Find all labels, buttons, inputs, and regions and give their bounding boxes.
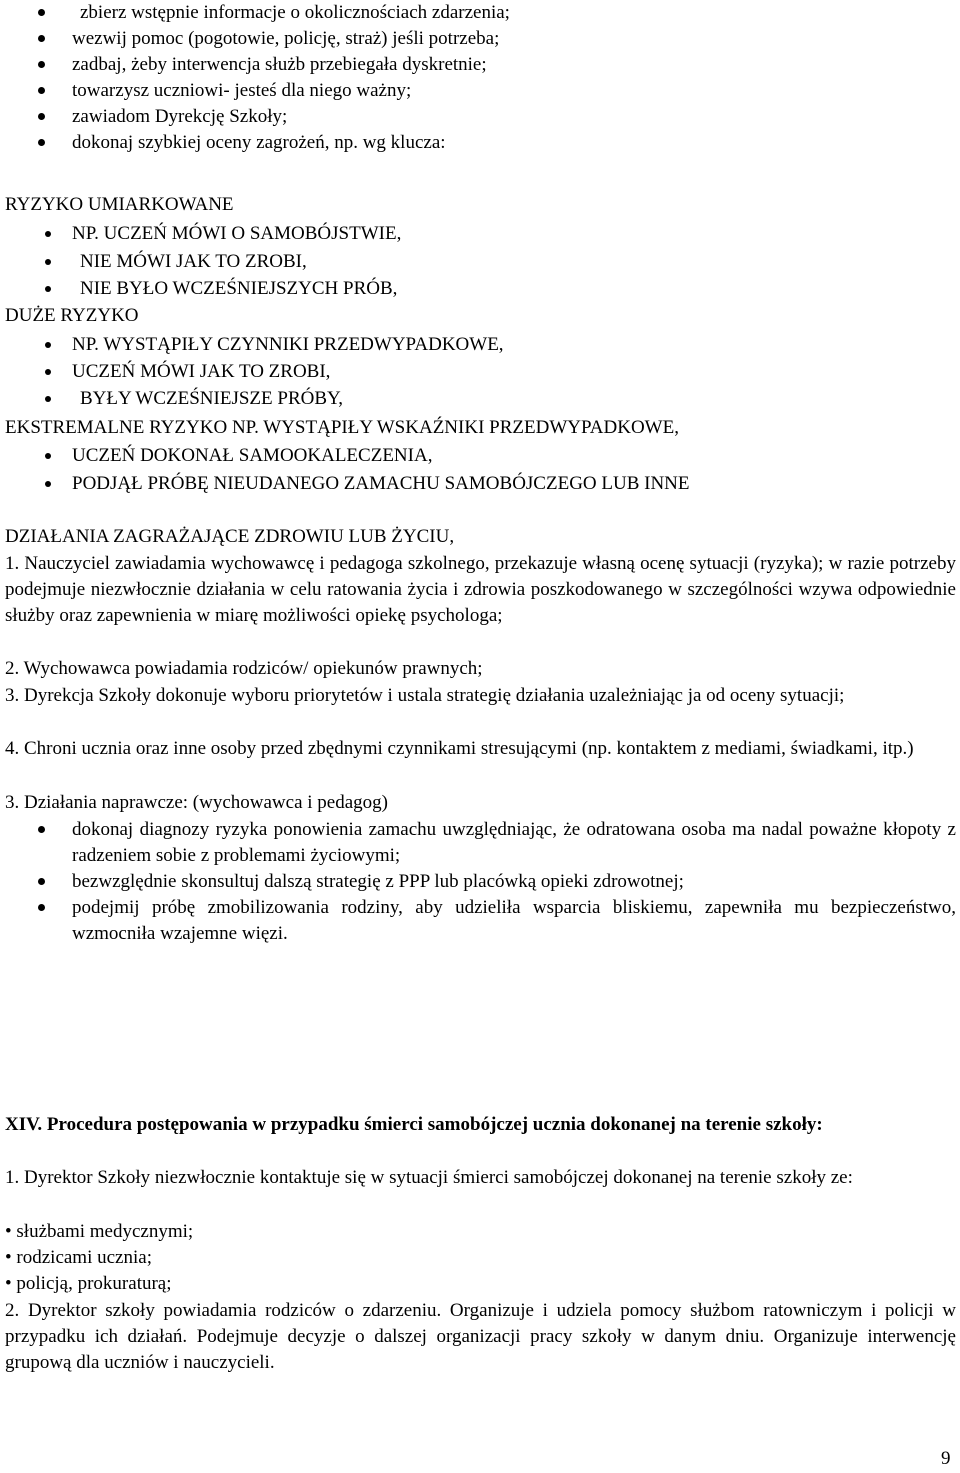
list-item: NIE BYŁO WCZEŚNIEJSZYCH PRÓB, [72, 276, 401, 303]
list-item: dokonaj szybkiej oceny zagrożeń, np. wg klucza: [72, 130, 510, 156]
risk-high-heading: DUŻE RYZYKO [5, 305, 139, 326]
bullet-icon [45, 481, 51, 487]
bullet-icon [38, 826, 45, 833]
list-item: towarzysz uczniowi- jesteś dla niego ważny; [72, 78, 510, 104]
bullet-icon [38, 139, 45, 146]
bullet-icon [38, 113, 45, 120]
section-xiv-title: XIV. Procedura postępowania w przypadku śmierci samobójczej ucznia dokonanej na terenie szkoły: [5, 1114, 823, 1135]
bullet-icon [38, 904, 45, 911]
bullet-icon [45, 453, 51, 459]
list-item: zbierz wstępnie informacje o okolicznościach zdarzenia; [72, 0, 510, 26]
step-2: 2. Wychowawca powiadamia rodziców/ opiekunów prawnych; [5, 658, 483, 679]
step-4: 4. Chroni ucznia oraz inne osoby przed zbędnymi czynnikami stresującymi (np. kontaktem z mediami, świadkami, itp.) [5, 738, 914, 759]
list-item: podejmij próbę zmobilizowania rodziny, aby udzieliła wsparcia bliskiemu, zapewniła mu bezpieczeństwo, wzmocniła wzajemne więzi. [72, 895, 956, 947]
bullet-icon [38, 35, 45, 42]
bullet-icon [45, 286, 51, 292]
bullet-icon [45, 231, 51, 237]
list-item: • służbami medycznymi; [5, 1221, 194, 1242]
bullet-icon [38, 878, 45, 885]
step-corrective-heading: 3. Działania naprawcze: (wychowawca i pedagog) [5, 792, 388, 813]
bullet-icon [38, 87, 45, 94]
section-xiv-paragraph-1: 1. Dyrektor Szkoły niezwłocznie kontaktuje się w sytuacji śmierci samobójczej dokonanej na terenie szkoły ze: [5, 1167, 853, 1188]
bullet-icon [45, 396, 51, 402]
bullet-icon [45, 259, 51, 265]
step-1: 1. Nauczyciel zawiadamia wychowawcę i pedagoga szkolnego, przekazuje własną ocenę sytuacji (ryzyka); w razie potrzeby podejmuje niezwłocznie działania w celu ratowania życia i zdrowia poszkodowanego w szczególności wzywa odpowiednie służby oraz zapewnienia w miarę możliwości opiekę psychologa; [5, 553, 956, 626]
list-item: BYŁY WCZEŚNIEJSZE PRÓBY, [72, 386, 504, 413]
risk-moderate-list [72, 221, 401, 303]
list-item: UCZEŃ MÓWI JAK TO ZROBI, [72, 359, 504, 386]
contact-list [5, 1219, 193, 1297]
list-item: NP. WYSTĄPIŁY CZYNNIKI PRZEDWYPADKOWE, [72, 332, 504, 359]
page-number: 9 [941, 1448, 951, 1469]
bullet-icon [38, 9, 45, 16]
list-item: PODJĄŁ PRÓBĘ NIEUDANEGO ZAMACHU SAMOBÓJCZEGO LUB INNE [72, 471, 690, 498]
list-item: wezwij pomoc (pogotowie, policję, straż) jeśli potrzeba; [72, 26, 510, 52]
bullet-icon [38, 61, 45, 68]
risk-high-list [72, 332, 504, 413]
intro-list [72, 0, 510, 156]
risk-moderate-heading: RYZYKO UMIARKOWANE [5, 194, 234, 215]
list-item: zawiadom Dyrekcję Szkoły; [72, 104, 510, 130]
list-item: • rodzicami ucznia; [5, 1247, 152, 1268]
step-3: 3. Dyrekcja Szkoły dokonuje wyboru priorytetów i ustala strategię działania uzależniając ja od oceny sytuacji; [5, 685, 845, 706]
list-item: dokonaj diagnozy ryzyka ponowienia zamachu uwzględniając, że odratowana osoba ma nadal poważne kłopoty z radzeniem sobie z problemami życiowymi; [72, 817, 956, 869]
list-item: UCZEŃ DOKONAŁ SAMOOKALECZENIA, [72, 443, 690, 471]
corrective-actions-list [72, 817, 956, 947]
risk-extreme-heading: EKSTREMALNE RYZYKO NP. WYSTĄPIŁY WSKAŹNIKI PRZEDWYPADKOWE, [5, 417, 679, 438]
list-item: • policją, prokuraturą; [5, 1273, 172, 1294]
bullet-icon [45, 342, 51, 348]
list-item: bezwzględnie skonsultuj dalszą strategię z PPP lub placówką opieki zdrowotnej; [72, 869, 956, 895]
section-xiv-paragraph-2: 2. Dyrektor szkoły powiadamia rodziców o zdarzeniu. Organizuje i udziela pomocy służbom ratowniczym i policji w przypadku ich działań. Podejmuje decyzje o dalszej organizacji pracy szkoły w danym dniu. Organizuje interwencję grupową dla uczniów i nauczycieli. [5, 1300, 956, 1373]
list-item: zadbaj, żeby interwencja służb przebiegała dyskretnie; [72, 52, 510, 78]
risk-extreme-continuation: DZIAŁANIA ZAGRAŻAJĄCE ZDROWIU LUB ŻYCIU, [5, 526, 455, 547]
list-item: NIE MÓWI JAK TO ZROBI, [72, 249, 401, 276]
risk-extreme-list [72, 443, 690, 498]
list-item: NP. UCZEŃ MÓWI O SAMOBÓJSTWIE, [72, 221, 401, 249]
bullet-icon [45, 369, 51, 375]
